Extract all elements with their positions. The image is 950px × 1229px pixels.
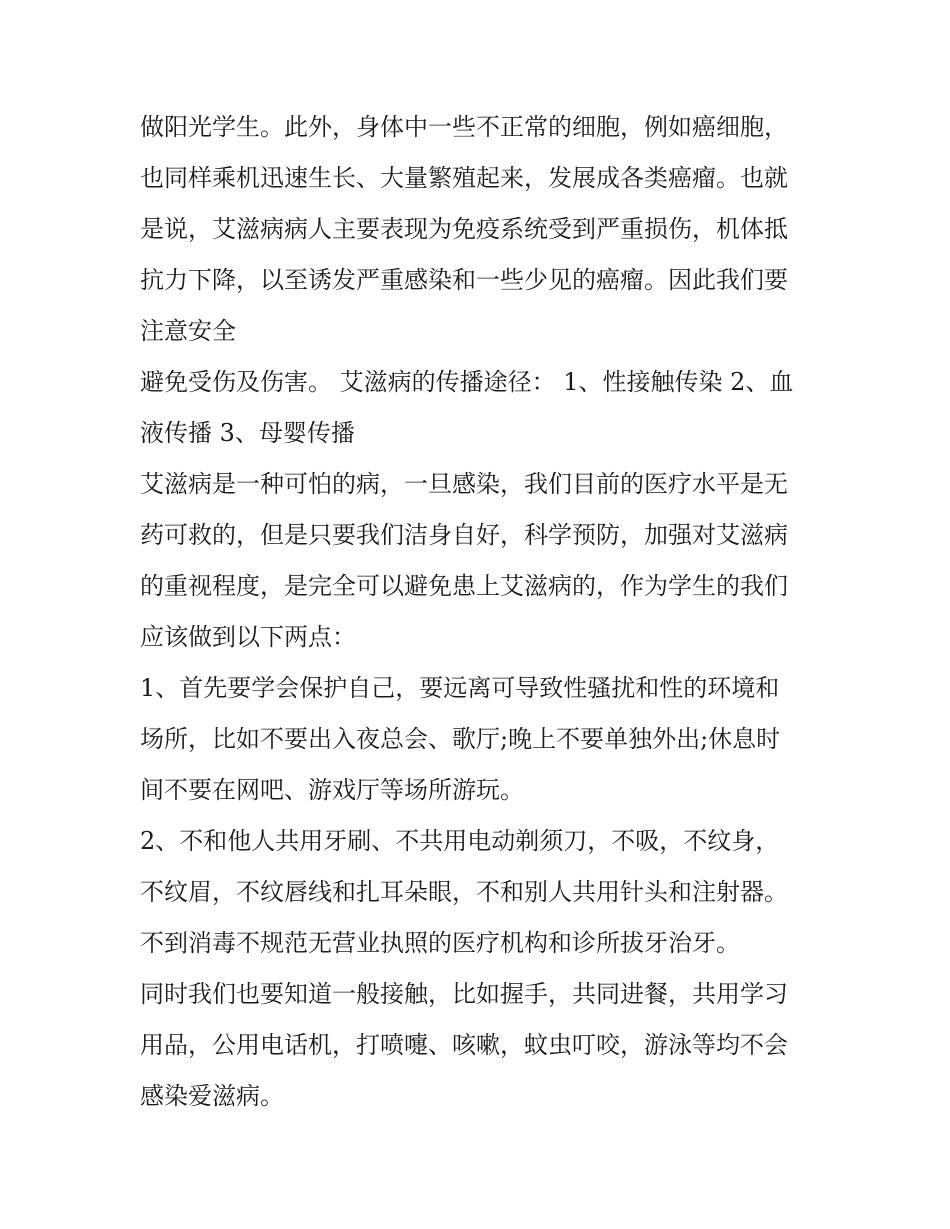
text-line: 注意安全 [140,317,236,345]
text-line: 感染爱滋病。 [140,1082,284,1110]
text-line: 艾滋病是一种可怕的病，一旦感染，我们目前的医疗水平是无 [140,470,788,498]
text-line: 是说，艾滋病病人主要表现为免疫系统受到严重损伤，机体抵 [140,215,788,243]
text-line: 场所，比如不要出入夜总会、歌厅;晚上不要单独外出;休息时 [140,725,781,753]
text-line: 同时我们也要知道一般接触，比如握手，共同进餐，共用学习 [140,980,788,1008]
text-line: 1、首先要学会保护自己，要远离可导致性骚扰和性的环境和 [140,674,780,702]
text-line: 不到消毒不规范无营业执照的医疗机构和诊所拔牙治牙。 [140,929,740,957]
text-line: 药可救的，但是只要我们洁身自好，科学预防，加强对艾滋病 [140,521,788,549]
text-line: 间不要在网吧、游戏厅等场所游玩。 [140,776,524,804]
text-line: 也同样乘机迅速生长、大量繁殖起来，发展成各类癌瘤。也就 [140,164,788,192]
text-line: 2、不和他人共用牙刷、不共用电动剃须刀，不吸，不纹身， [140,827,780,855]
text-line: 液传播 3、母婴传播 [140,419,355,447]
text-line: 做阳光学生。此外，身体中一些不正常的细胞，例如癌细胞， [140,113,788,141]
body-text [140,102,830,1122]
text-line: 的重视程度，是完全可以避免患上艾滋病的，作为学生的我们 [140,572,788,600]
text-line: 应该做到以下两点： [140,623,356,651]
text-line: 用品，公用电话机，打喷嚏、咳嗽，蚊虫叮咬，游泳等均不会 [140,1031,788,1059]
text-line: 避免受伤及伤害。 艾滋病的传播途径： 1、性接触传染 2、血 [140,368,794,396]
text-line: 抗力下降，以至诱发严重感染和一些少见的癌瘤。因此我们要 [140,266,788,294]
text-line: 不纹眉，不纹唇线和扎耳朵眼，不和别人共用针头和注射器。 [140,878,788,906]
